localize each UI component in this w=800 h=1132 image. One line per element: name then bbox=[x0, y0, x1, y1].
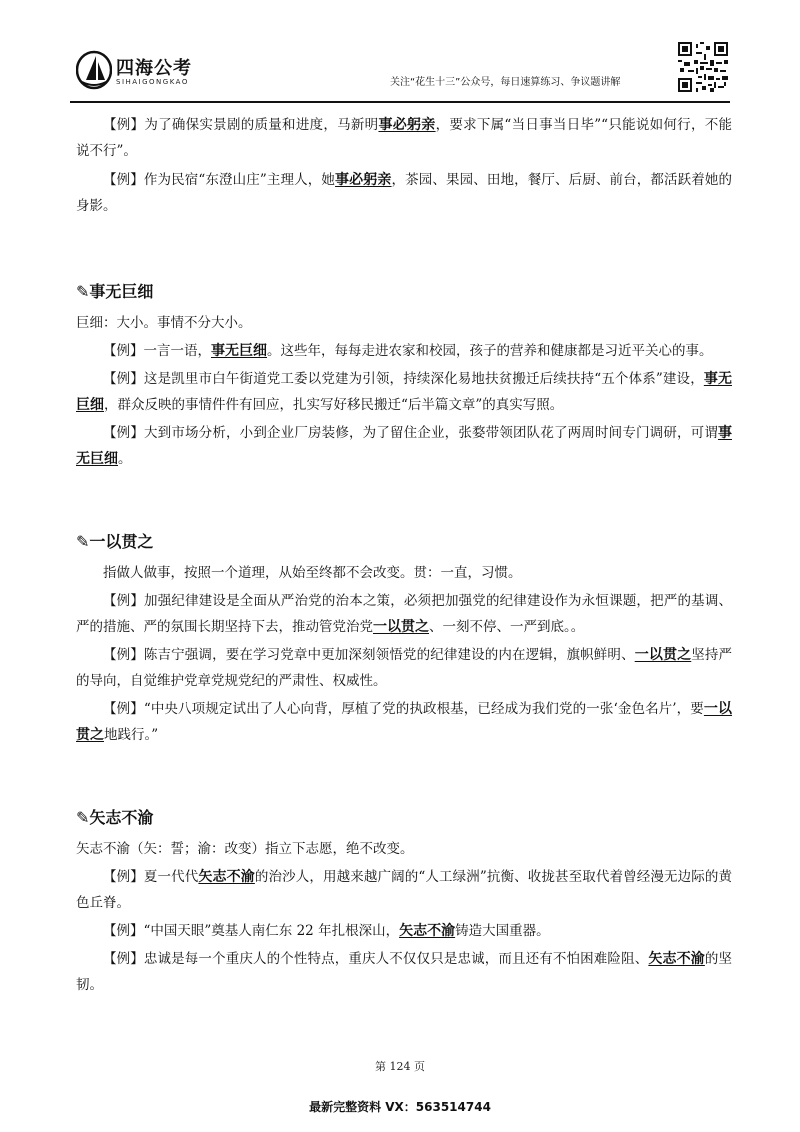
example-text: 【例】为了确保实景剧的质量和进度，马新明 bbox=[103, 117, 379, 133]
idiom-definition: 巨细：大小。事情不分大小。 bbox=[76, 315, 252, 331]
idiom-definition: 矢志不渝（矢：誓；渝：改变）指立下志愿，绝不改变。 bbox=[76, 841, 414, 857]
example-text: 【例】作为民宿“东澄山庄”主理人，她 bbox=[103, 172, 336, 188]
idiom-section bbox=[76, 806, 732, 998]
page-number: 第 124 页 bbox=[375, 1060, 425, 1073]
brand-name: 四海公考 bbox=[116, 58, 192, 79]
idiom-highlight: 矢志不渝 bbox=[399, 923, 456, 939]
idiom-highlight: 事必躬亲 bbox=[378, 117, 436, 133]
example-text: ，群众反映的事情件件有回应，扎实写好移民搬迁“后半篇文章”的真实写照。 bbox=[104, 397, 564, 413]
example-text: 的坚韧。 bbox=[76, 951, 733, 993]
idiom-highlight: 一以贯之 bbox=[634, 647, 692, 663]
example-paragraph bbox=[76, 338, 732, 364]
idiom-highlight: 事必躬亲 bbox=[335, 172, 392, 188]
example-paragraph bbox=[76, 642, 732, 694]
example-text: 【例】夏一代代 bbox=[103, 869, 199, 885]
idiom-section bbox=[76, 530, 732, 748]
example-text: 【例】“中国天眼”奠基人南仁东 22 年扎根深山， bbox=[103, 923, 400, 939]
section-title: ✎事无巨细 bbox=[76, 282, 154, 301]
promo-text: 关注“花生十三”公众号，每日速算练习、争议题讲解 bbox=[390, 77, 621, 88]
idiom-highlight: 事无巨细 bbox=[211, 343, 267, 359]
footer-contact: 最新完整资料 VX：563514744 bbox=[309, 1100, 491, 1114]
idiom-section bbox=[76, 280, 732, 472]
example-text: 铸造大国重器。 bbox=[455, 923, 550, 939]
qr-code-icon bbox=[678, 42, 728, 92]
example-text: 坚持严的导向，自觉维护党章党规党纪的严肃性、权威性。 bbox=[76, 647, 733, 689]
example-text: 地践行。” bbox=[104, 727, 159, 743]
example-text: 。这些年，每每走进农家和校园，孩子的营养和健康都是习近平关心的事。 bbox=[267, 343, 713, 359]
example-text: ，要求下属“当日事当日毕”“只能说如何行，不能说不行”。 bbox=[76, 117, 732, 159]
example-text: 、一刻不停、一严到底。。 bbox=[429, 619, 585, 635]
example-paragraph bbox=[76, 864, 732, 916]
example-paragraph bbox=[76, 918, 732, 944]
example-text: 【例】“中央八项规定试出了人心向背，厚植了党的执政根基，已经成为我们党的一张‘金色名片’，要 bbox=[103, 701, 704, 717]
idiom-highlight: 一以贯之 bbox=[76, 701, 733, 743]
example-text: 【例】这是凯里市白午街道党工委以党建为引领，持续深化易地扶贫搬迁后续扶持“五个体系”建设， bbox=[103, 371, 704, 387]
example-paragraph bbox=[76, 588, 732, 640]
example-paragraph bbox=[76, 167, 732, 219]
example-text: 的治沙人，用越来越广阔的“人工绿洲”抗衡、收拢甚至取代着曾经漫无边际的黄色丘脊。 bbox=[76, 869, 733, 911]
idiom-highlight: 矢志不渝 bbox=[198, 869, 255, 885]
header-divider bbox=[70, 101, 730, 103]
example-text: ，茶园、果园、田地，餐厅、后厨、前台，都活跃着她的身影。 bbox=[76, 172, 732, 214]
example-paragraph bbox=[76, 366, 732, 418]
idiom-highlight: 事无巨细 bbox=[76, 371, 732, 413]
example-text: 【例】加强纪律建设是全面从严治党的治本之策，必须把加强党的纪律建设作为永恒课题，把严的基调、严的措施、严的氛围长期坚持下去，推动管党治党 bbox=[76, 593, 732, 635]
idiom-definition: 指做人做事，按照一个道理，从始至终都不会改变。贯：一直，习惯。 bbox=[103, 565, 522, 581]
example-paragraph bbox=[76, 420, 732, 472]
example-paragraph bbox=[76, 946, 732, 998]
brand-subtitle: SIHAIGONGKAO bbox=[116, 78, 189, 86]
example-text: 【例】忠诚是每一个重庆人的个性特点，重庆人不仅仅只是忠诚，而且还有不怕困难险阻、 bbox=[103, 951, 649, 967]
section-title: ✎矢志不渝 bbox=[76, 808, 154, 827]
example-paragraph bbox=[76, 696, 732, 748]
example-text: 【例】一言一语， bbox=[103, 343, 211, 359]
sailboat-logo-icon bbox=[76, 50, 112, 90]
document-body bbox=[76, 112, 732, 1000]
example-text: 【例】陈吉宁强调，要在学习党章中更加深刻领悟党的纪律建设的内在逻辑，旗帜鲜明、 bbox=[103, 647, 635, 663]
example-text: 。 bbox=[118, 451, 132, 467]
example-paragraph bbox=[76, 112, 732, 164]
idiom-highlight: 一以贯之 bbox=[373, 619, 429, 635]
idiom-highlight: 矢志不渝 bbox=[648, 951, 705, 967]
idiom-highlight: 事无巨细 bbox=[76, 425, 732, 467]
section-title: ✎一以贯之 bbox=[76, 532, 154, 551]
page-header bbox=[70, 40, 730, 100]
example-text: 【例】大到市场分析，小到企业厂房装修，为了留住企业，张婺带领团队花了两周时间专门调研，可谓 bbox=[103, 425, 718, 441]
